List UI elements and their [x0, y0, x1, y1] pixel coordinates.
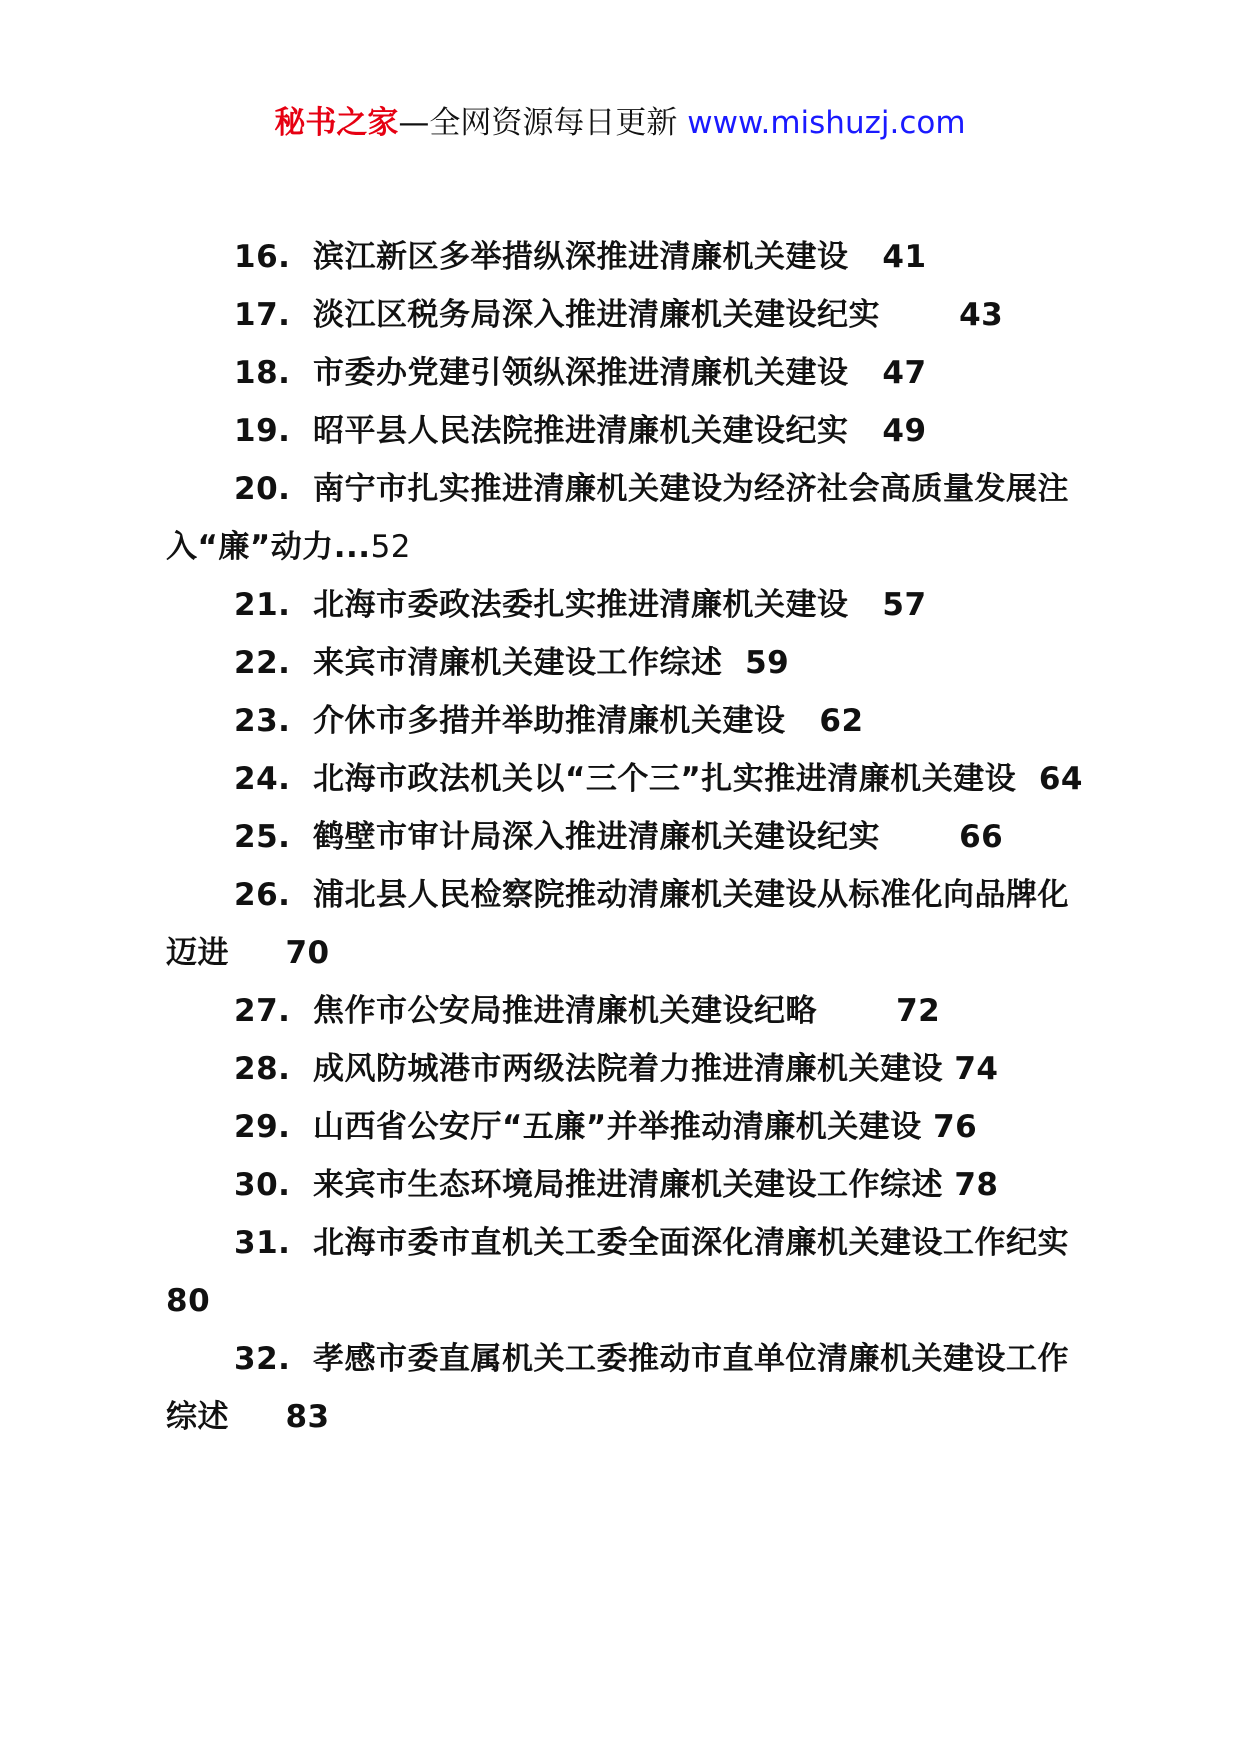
toc-number: 22.	[234, 645, 291, 681]
toc-number: 18.	[234, 355, 291, 391]
toc-number: 31.	[234, 1225, 291, 1261]
toc-title: 浦北县人民检察院推动清廉机关建设从标准化向品牌化迈进	[166, 877, 1070, 971]
toc-title: 成风防城港市两级法院着力推进清廉机关建设	[313, 1051, 944, 1087]
toc-entry[interactable]	[166, 634, 1096, 692]
toc-title: 北海市委市直机关工委全面深化清廉机关建设工作纪实	[313, 1225, 1070, 1261]
toc-entry[interactable]	[166, 1040, 1096, 1098]
toc-number: 29.	[234, 1109, 291, 1145]
toc-entry[interactable]	[166, 576, 1096, 634]
toc-number: 23.	[234, 703, 291, 739]
toc-title: 鹤壁市审计局深入推进清廉机关建设纪实	[313, 819, 881, 855]
toc-page: 83	[285, 1399, 330, 1435]
toc-page: 62	[819, 703, 864, 739]
toc-title: 昭平县人民法院推进清廉机关建设纪实	[313, 413, 849, 449]
toc-title: 来宾市生态环境局推进清廉机关建设工作综述	[313, 1167, 944, 1203]
toc-page: 64	[1038, 761, 1083, 797]
toc-page: 74	[954, 1051, 999, 1087]
site-header	[0, 103, 1240, 143]
toc-title: 来宾市清廉机关建设工作综述	[313, 645, 723, 681]
toc-entry[interactable]	[166, 402, 1096, 460]
toc-entry[interactable]	[166, 228, 1096, 286]
toc-page: 78	[954, 1167, 999, 1203]
toc-page: 57	[882, 587, 927, 623]
toc-number: 26.	[234, 877, 291, 913]
toc-page: 47	[882, 355, 927, 391]
brand-name: 秘书之家	[274, 105, 399, 141]
toc-number: 25.	[234, 819, 291, 855]
toc-entry[interactable]	[166, 460, 1096, 576]
toc-number: 28.	[234, 1051, 291, 1087]
toc-entry[interactable]	[166, 1330, 1096, 1446]
toc-number: 19.	[234, 413, 291, 449]
toc-page: 43	[959, 297, 1004, 333]
toc-number: 20.	[234, 471, 291, 507]
toc-title: 山西省公安厅“五廉”并举推动清廉机关建设	[313, 1109, 922, 1145]
toc-page: 41	[882, 239, 927, 275]
toc-title: 市委办党建引领纵深推进清廉机关建设	[313, 355, 849, 391]
toc-entry[interactable]	[166, 692, 1096, 750]
toc-title: 淡江区税务局深入推进清廉机关建设纪实	[313, 297, 881, 333]
toc-number: 24.	[234, 761, 291, 797]
toc-title: 介休市多措并举助推清廉机关建设	[313, 703, 786, 739]
toc-page: 49	[882, 413, 927, 449]
toc-title: 滨江新区多举措纵深推进清廉机关建设	[313, 239, 849, 275]
toc-number: 32.	[234, 1341, 291, 1377]
toc-entry[interactable]	[166, 1156, 1096, 1214]
toc-title: 北海市政法机关以“三个三”扎实推进清廉机关建设	[313, 761, 1017, 797]
toc-number: 30.	[234, 1167, 291, 1203]
toc-page: 66	[959, 819, 1004, 855]
toc-number: 21.	[234, 587, 291, 623]
toc-page: 59	[745, 645, 790, 681]
toc-entry[interactable]	[166, 1098, 1096, 1156]
toc-title: 焦作市公安局推进清廉机关建设纪略	[313, 993, 818, 1029]
toc-entry[interactable]	[166, 1214, 1096, 1330]
toc-page: 76	[933, 1109, 978, 1145]
toc-entry[interactable]	[166, 750, 1096, 808]
toc-page: 72	[896, 993, 941, 1029]
toc-entry[interactable]	[166, 344, 1096, 402]
toc-entry[interactable]	[166, 286, 1096, 344]
toc-entry[interactable]	[166, 808, 1096, 866]
toc-entry[interactable]	[166, 866, 1096, 982]
site-url-link[interactable]: www.mishuzj.com	[677, 105, 966, 141]
header-slogan: —全网资源每日更新	[398, 105, 678, 141]
table-of-contents	[166, 228, 1096, 1446]
toc-title: 孝感市委直属机关工委推动市直单位清廉机关建设工作综述	[166, 1341, 1070, 1435]
toc-number: 16.	[234, 239, 291, 275]
toc-page: 70	[285, 935, 330, 971]
toc-number: 17.	[234, 297, 291, 333]
toc-number: 27.	[234, 993, 291, 1029]
toc-title: 北海市委政法委扎实推进清廉机关建设	[313, 587, 849, 623]
toc-page: 52	[370, 529, 412, 565]
toc-title: 南宁市扎实推进清廉机关建设为经济社会高质量发展注入“廉”动力...	[166, 471, 1070, 565]
toc-page: 80	[166, 1283, 211, 1319]
toc-entry[interactable]	[166, 982, 1096, 1040]
